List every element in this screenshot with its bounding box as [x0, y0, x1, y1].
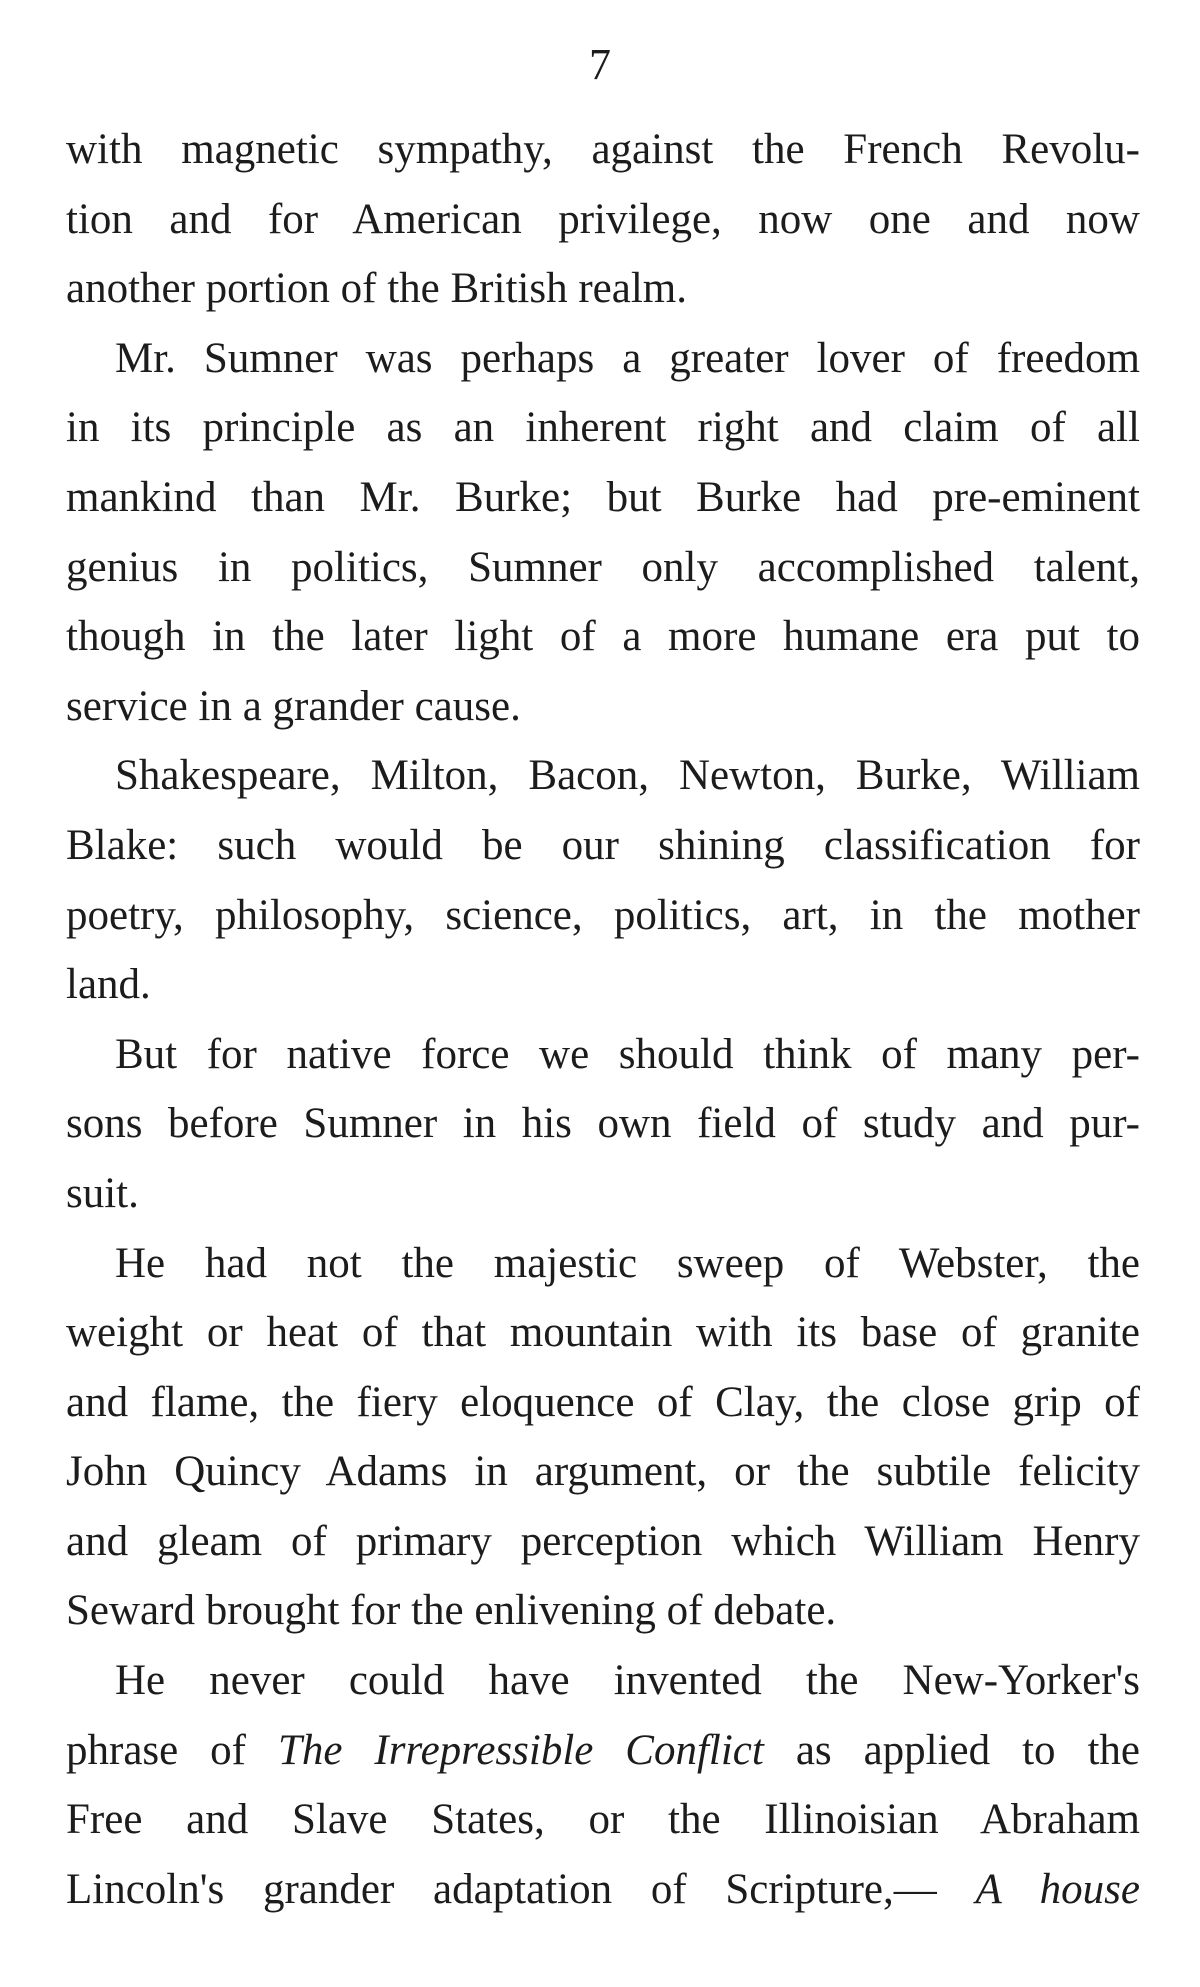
- italic-title: The Irrepressible Conflict: [277, 1726, 764, 1774]
- text-line: sons before Sumner in his own field of study and pur-: [66, 1100, 1140, 1148]
- text-line: Blake: such would be our shining classification for: [66, 821, 1140, 869]
- text-line: in its principle as an inherent right and claim of all: [66, 404, 1140, 452]
- text-line: another portion of the British realm.: [66, 265, 687, 313]
- text-line: land.: [66, 961, 151, 1009]
- italic-quote: A house: [975, 1865, 1141, 1913]
- page-number: 7: [589, 40, 611, 89]
- body-text: [66, 115, 1140, 1924]
- text-line: with magnetic sympathy, against the French Revolu-: [66, 126, 1140, 173]
- text-line: and flame, the fiery eloquence of Clay, the close grip of: [66, 1378, 1140, 1426]
- text-line: Free and Slave States, or the Illinoisian Abraham: [66, 1796, 1140, 1844]
- text-line: though in the later light of a more humane era put to: [66, 613, 1140, 661]
- text-line: suit.: [66, 1169, 139, 1217]
- text-line: But for native force we should think of many per-: [115, 1030, 1140, 1078]
- text-line: He had not the majestic sweep of Webster, the: [115, 1239, 1140, 1287]
- text-line: service in a grander cause.: [66, 682, 521, 730]
- text-line: mankind than Mr. Burke; but Burke had pre-eminent: [66, 473, 1140, 521]
- text-line: tion and for American privilege, now one and now: [66, 195, 1140, 243]
- text-line: weight or heat of that mountain with its base of granite: [66, 1309, 1140, 1357]
- text-segment: as applied to the: [795, 1726, 1141, 1774]
- text-line: Seward brought for the enlivening of debate.: [66, 1587, 837, 1635]
- text-line: [66, 1855, 1140, 1925]
- text-line: He never could have invented the New-Yorker's: [115, 1657, 1140, 1705]
- text-segment: Lincoln's grander adaptation of Scripture,—: [66, 1865, 937, 1913]
- text-line: Mr. Sumner was perhaps a greater lover of freedom: [115, 334, 1140, 382]
- text-line: genius in politics, Sumner only accomplished talent,: [66, 543, 1140, 591]
- text-line: [66, 1716, 1140, 1786]
- text-segment: phrase of: [66, 1726, 246, 1774]
- text-line: poetry, philosophy, science, politics, art, in the mother: [66, 891, 1140, 939]
- text-line: Shakespeare, Milton, Bacon, Newton, Burke, William: [115, 752, 1140, 800]
- text-line: and gleam of primary perception which William Henry: [66, 1517, 1140, 1565]
- text-line: John Quincy Adams in argument, or the subtile felicity: [66, 1448, 1140, 1496]
